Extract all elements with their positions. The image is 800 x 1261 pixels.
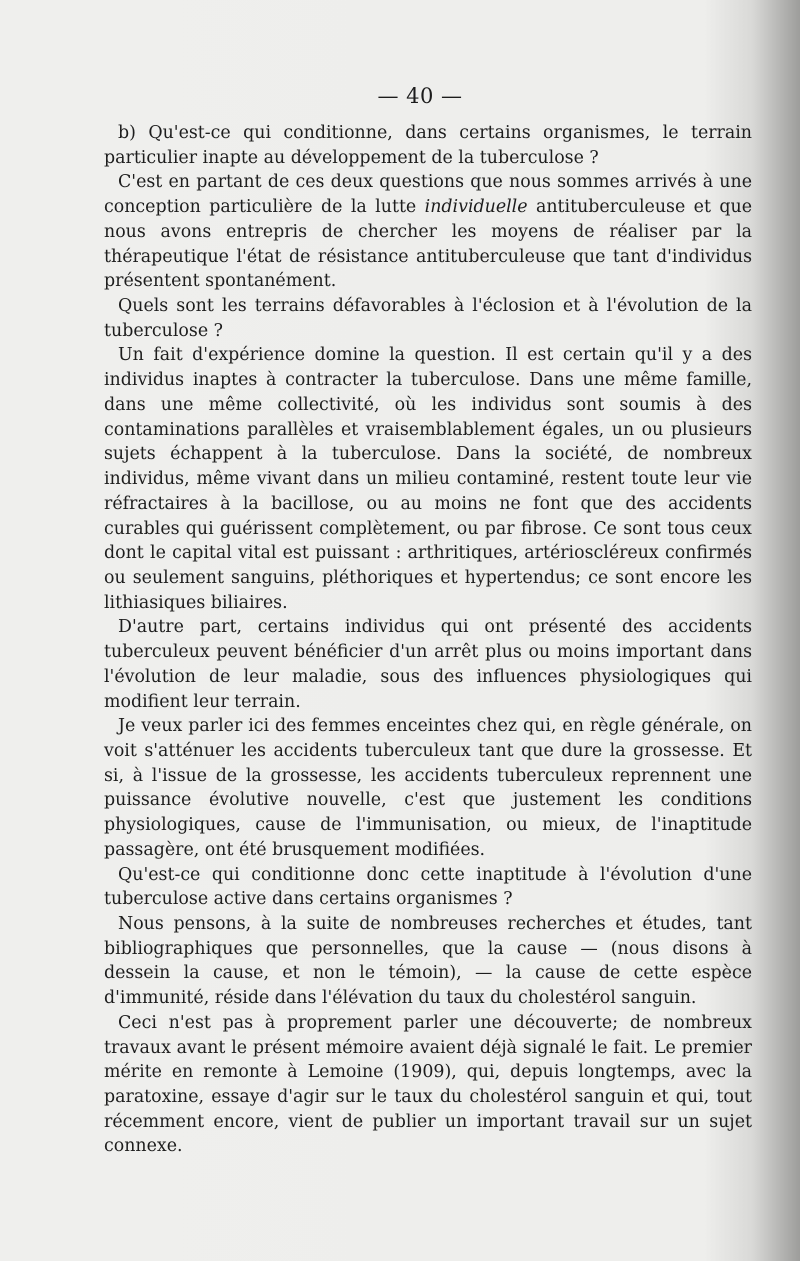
paragraph-inaptitude: Qu'est-ce qui conditionne donc cette inaptitude à l'évolution d'une tuberculose active dans certains organismes ?: [104, 864, 752, 910]
paragraph-question-b: b) Qu'est-ce qui conditionne, dans certains organismes, le terrain particulier inapte au développement de la tuberculose ?: [104, 123, 752, 168]
page-number: — 40 —: [377, 84, 463, 108]
paragraph-autre-part: D'autre part, certains individus qui ont présenté des accidents tuberculeux peuvent bénéficier d'un arrêt plus ou moins important dans l'évolution de leur maladie, sous des influences physiologiques qui modifient leur terrain.: [104, 617, 752, 712]
paragraph-lemoine: Ceci n'est pas à proprement parler une découverte; de nombreux travaux avant le présent mémoire avaient déjà signalé le fait. Le premier mérite en remonte à Lemoine (1909), qui, depuis longtemps, avec la paratoxine, essaye d'agir sur le taux du cholestérol sanguin et qui, tout récemment encore, vient de publier un important travail sur un sujet connexe.: [104, 1012, 752, 1157]
paragraph-conception: C'est en partant de ces deux questions que nous sommes arrivés à une conception particulière de la lutte individuelle antituberculeuse et que nous avons entrepris de chercher les moyens de réaliser par la thérapeutique l'état de résistance antituberculeuse que tant d'individus présentent spontanément.: [104, 172, 752, 292]
body-text: [104, 121, 752, 1159]
emphasis-individuelle: individuelle: [424, 197, 528, 218]
paragraph-femmes-enceintes: Je veux parler ici des femmes enceintes chez qui, en règle générale, on voit s'atténuer les accidents tuberculeux tant que dure la grossesse. Et si, à l'issue de la grossesse, les accidents tuberculeux reprennent une puissance évolutive nouvelle, c'est que justement les conditions physiologiques, cause de l'immunisation, ou mieux, de l'inaptitude passagère, ont été brusquement modifiées.: [104, 716, 752, 860]
paragraph-experience: Un fait d'expérience domine la question. Il est certain qu'il y a des individus inaptes à contracter la tuberculose. Dans une même famille, dans une même collectivité, où les individus sont soumis à des contaminations parallèles et vraisemblablement égales, un ou plusieurs sujets échappent à la tuberculose. Dans la société, de nombreux individus, même vivant dans un milieu contaminé, restent toute leur vie réfractaires à la bacillose, ou au moins ne font que des accidents curables qui guérissent complètement, ou par fibrose. Ce sont tous ceux dont le capital vital est puissant : arthritiques, artérioscléreux confirmés ou seulement sanguins, pléthoriques et hypertendus; ce sont encore les lithiasiques biliaires.: [104, 345, 752, 613]
paragraph-terrains: Quels sont les terrains défavorables à l'éclosion et à l'évolution de la tuberculose ?: [104, 296, 752, 341]
paragraph-cholesterol: Nous pensons, à la suite de nombreuses recherches et études, tant bibliographiques que personnelles, que la cause — (nous disons à dessein la cause, et non le témoin), — la cause de cette espèce d'immunité, réside dans l'élévation du taux du cholestérol sanguin.: [104, 914, 752, 1009]
